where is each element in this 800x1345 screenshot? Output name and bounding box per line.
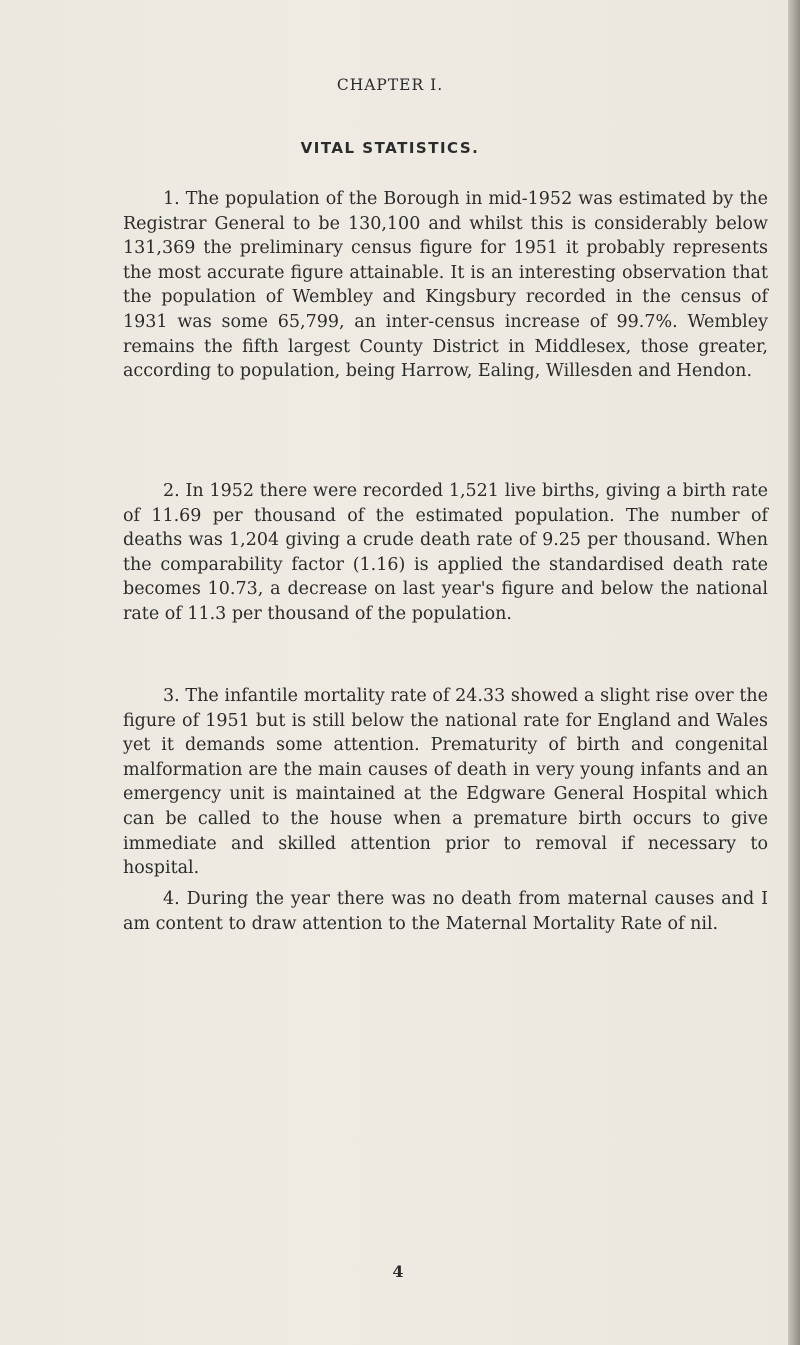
page-number: 4 (392, 1262, 404, 1281)
section-title: VITAL STATISTICS. (300, 139, 480, 157)
paragraph-infantile-mortality: 3. The infantile mortality rate of 24.33 showed a slight rise over the figure of 1951 but is still below the national rate for England and Wales yet it demands some attention. Prematurity of birth and congenital malformation are the main causes of death in very young infants and an emergency unit is maintained at the Edgware General Hospital which can be called to the house when a premature birth occurs to give immediate and skilled attention prior to removal if necessary to hospital. (123, 686, 768, 879)
paragraph-maternal-mortality: 4. During the year there was no death from maternal causes and I am content to draw attention to the Maternal Mortality Rate of nil. (123, 889, 768, 934)
page-edge (788, 0, 800, 1345)
paragraph-population: 1. The population of the Borough in mid-1952 was estimated by the Registrar General to be 130,100 and whilst this is considerably below 131,369 the preliminary census figure for 1951 it probably represents the most accurate figure attainable. It is an interesting observation that the population of Wembley and Kingsbury recorded in the census of 1931 was some 65,799, an inter-census increase of 99.7%. Wembley remains the fifth largest County District in Middlesex, those greater, according to population, being Harrow, Ealing, Willesden and Hendon. (123, 189, 768, 382)
paragraph-births-deaths: 2. In 1952 there were recorded 1,521 live births, giving a birth rate of 11.69 per thousand of the estimated population. The number of deaths was 1,204 giving a crude death rate of 9.25 per thousand. When the comparability factor (1.16) is applied the standardised death rate becomes 10.73, a decrease on last year's figure and below the national rate of 11.3 per thousand of the population. (123, 481, 768, 624)
chapter-heading: CHAPTER I. (336, 76, 444, 94)
